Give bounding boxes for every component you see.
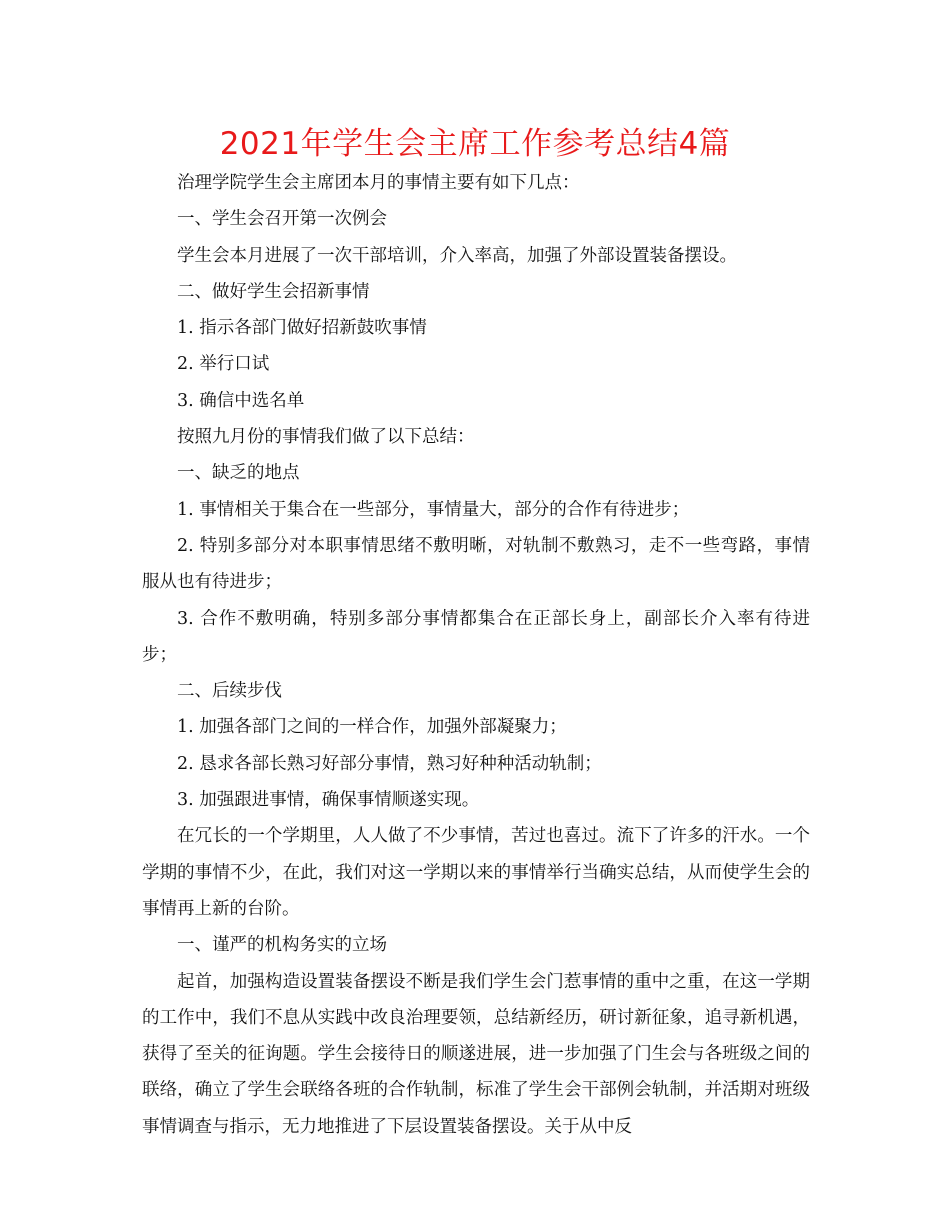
paragraph: 在冗长的一个学期里，人人做了不少事情，苦过也喜过。流下了许多的汗水。一个学期的事情不少，在此，我们对这一学期以来的事情举行当确实总结，从而使学生会的事情再上新的台阶。 [142,826,810,919]
list-item: 2. 恳求各部长熟习好部分事情，熟习好种种活动轨制； [177,753,602,774]
list-item: 2. 举行口试 [177,354,270,375]
section-heading: 一、缺乏的地点 [177,463,300,484]
section-heading: 一、谨严的机构务实的立场 [177,935,387,956]
list-item: 3. 确信中选名单 [177,390,305,411]
list-item: 2. 特别多部分对本职事情思绪不敷明晰，对轨制不敷熟习，走不一些弯路，事情服从也有待进步； [142,535,810,593]
section-heading: 二、做好学生会招新事情 [177,281,370,302]
paragraph: 按照九月份的事情我们做了以下总结： [177,427,475,448]
list-item: 1. 事情相关于集合在一些部分，事情量大，部分的合作有待进步； [177,499,690,520]
list-item: 1. 指示各部门做好招新鼓吹事情 [177,318,427,339]
paragraph: 起首，加强构造设置装备摆设不断是我们学生会门惹事情的重中之重，在这一学期的工作中，我们不息从实践中改良治理要领，总结新经历，研讨新征象，追寻新机遇，获得了至关的征询题。学生会接待日的顺遂进展，进一步加强了门生会与各班级之间的联络，确立了学生会联络各班的合作轨制，标准了学生会干部例会轨制，并活期对班级事情调查与指示，无力地推进了下层设置装备摆设。关于从中反 [142,971,810,1137]
list-item: 1. 加强各部门之间的一样合作，加强外部凝聚力； [177,717,567,738]
list-item: 3. 合作不敷明确，特别多部分事情都集合在正部长身上，副部长介入率有待进步； [142,608,810,665]
paragraph: 学生会本月进展了一次干部培训，介入率高，加强了外部设置装备摆设。 [177,245,737,266]
paragraph: 治理学院学生会主席团本月的事情主要有如下几点： [177,173,580,193]
document-body [142,165,810,1145]
document-title: 2021年学生会主席工作参考总结4篇 [219,126,731,162]
section-heading: 一、学生会召开第一次例会 [177,209,387,230]
section-heading: 二、后续步伐 [177,681,282,702]
list-item: 3. 加强跟进事情，确保事情顺遂实现。 [177,790,480,811]
